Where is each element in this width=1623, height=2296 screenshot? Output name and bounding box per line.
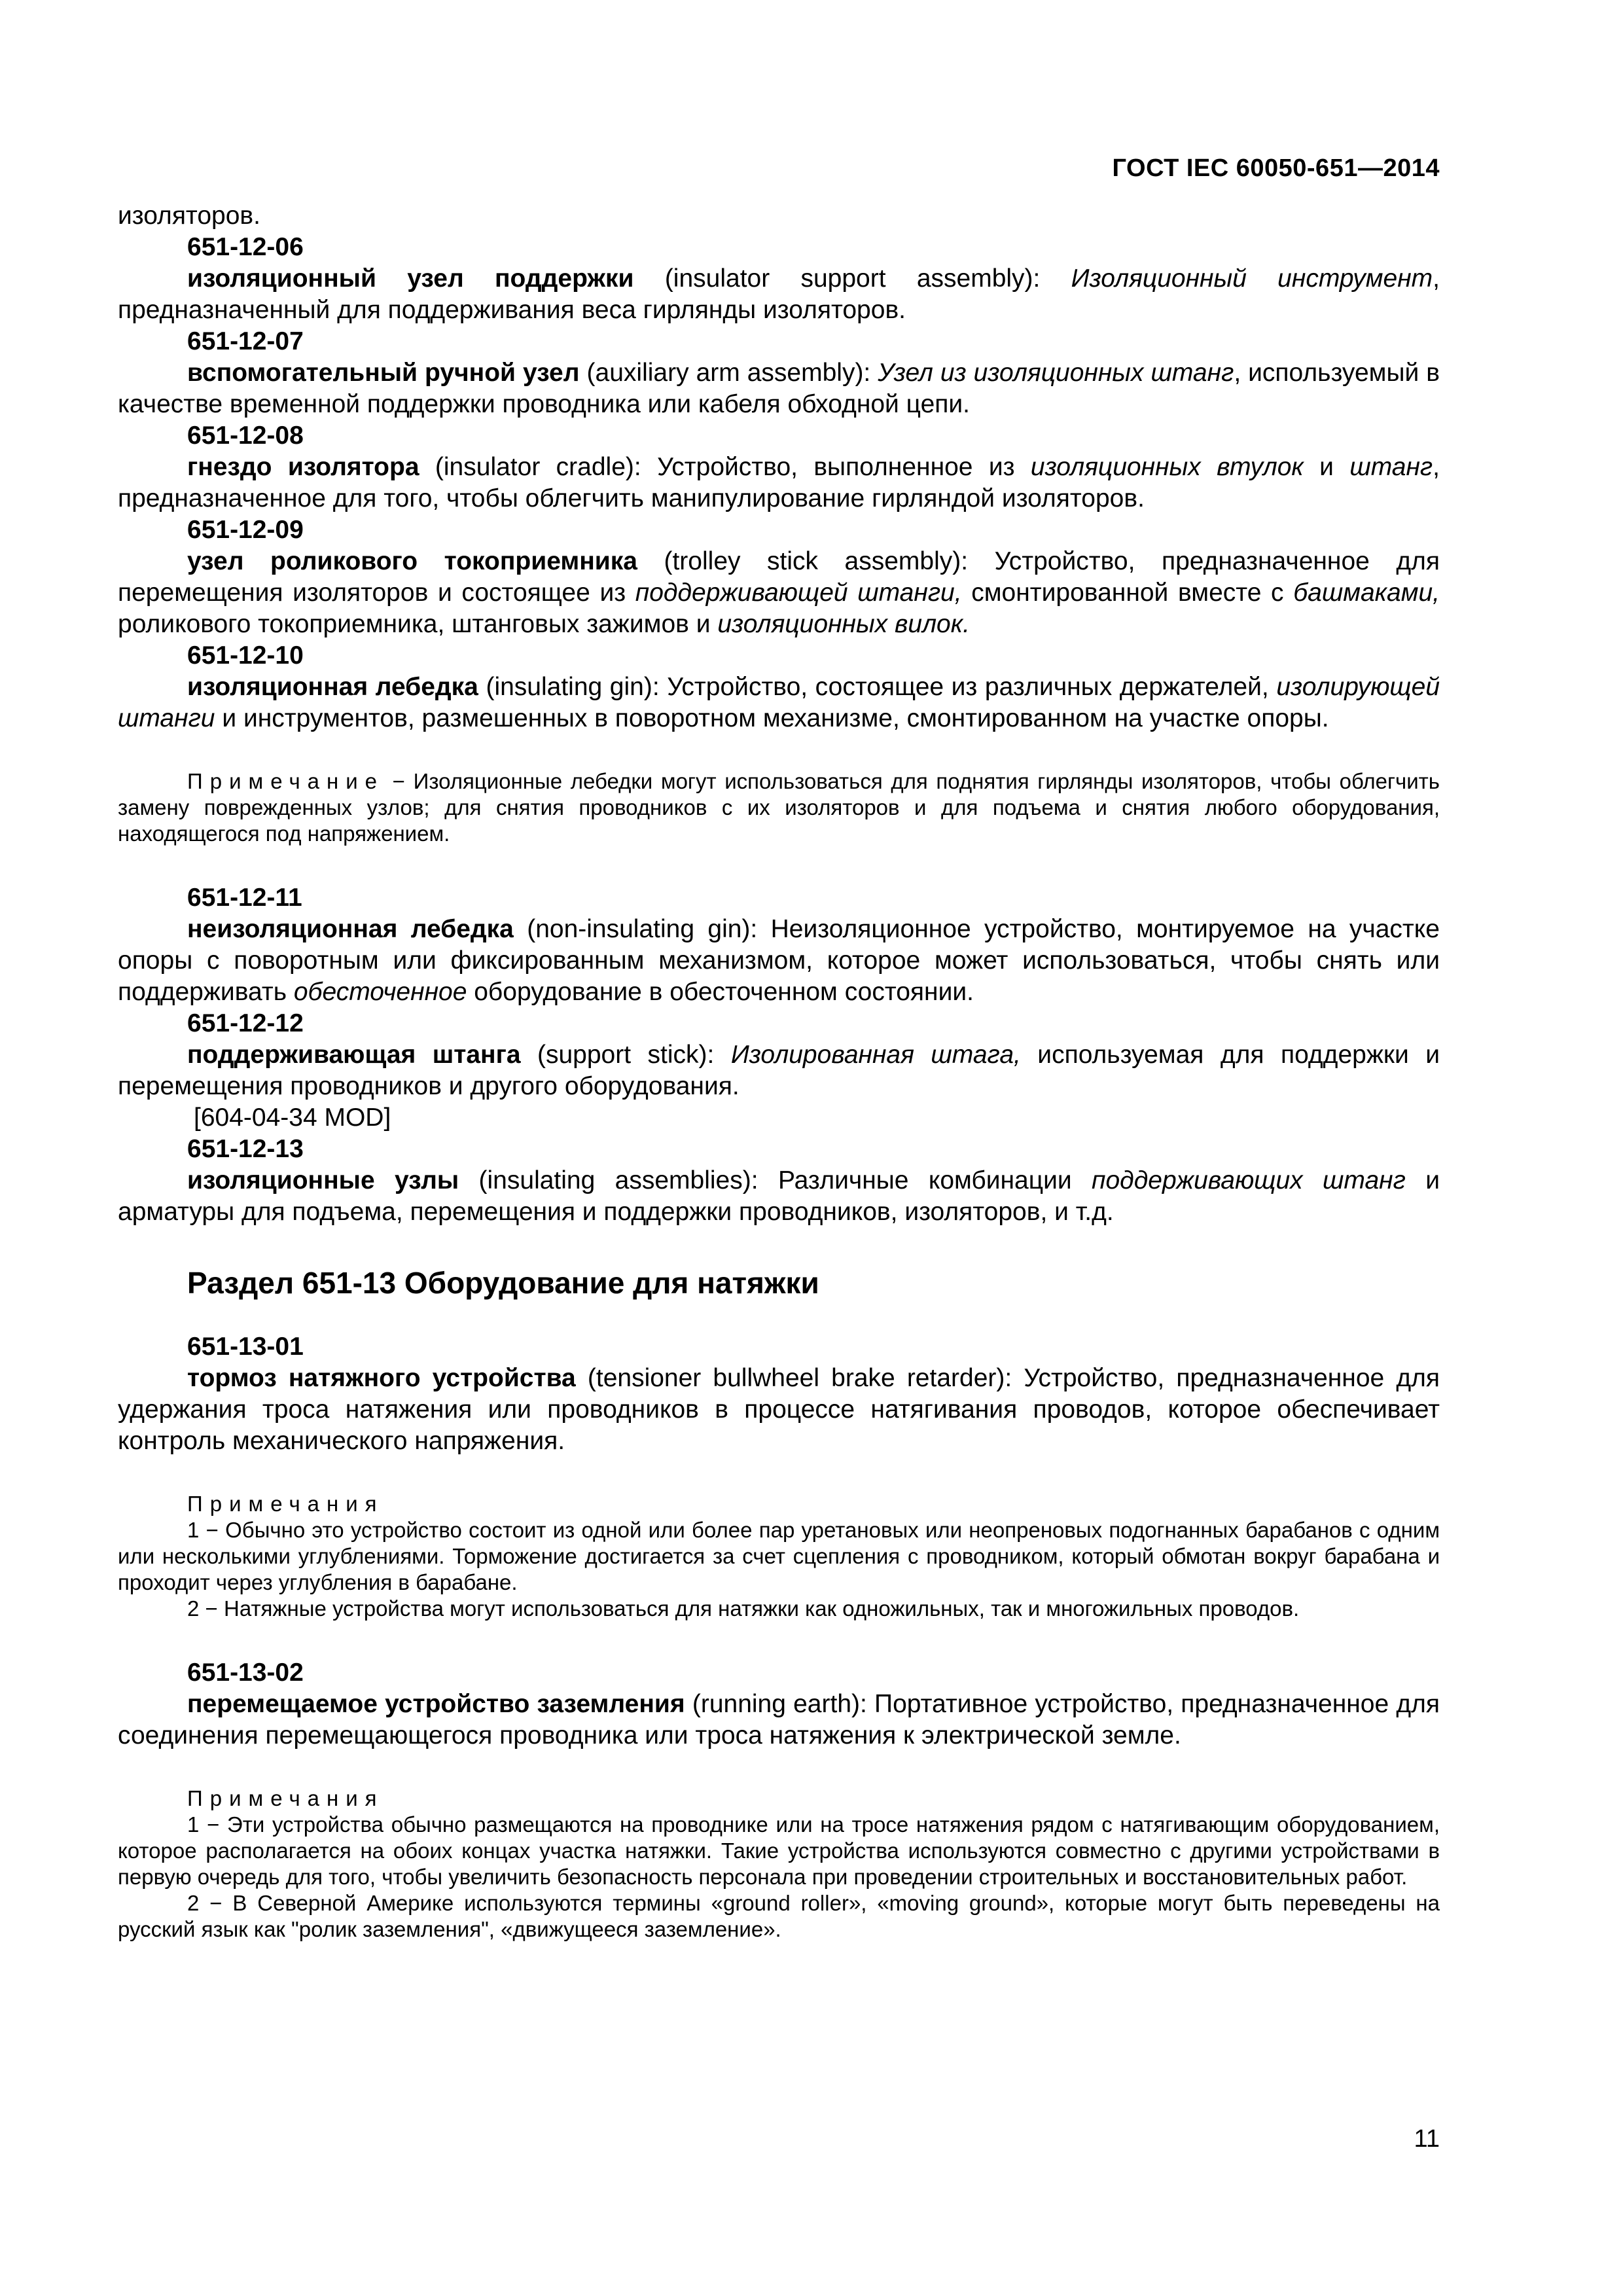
document-page bbox=[118, 0, 1440, 2296]
term-reference-italic: Изолированная штага, bbox=[730, 1041, 1021, 1069]
notes-651-13-01 bbox=[118, 1491, 1440, 1622]
note-label: Примечание bbox=[187, 769, 385, 793]
term-name: изоляционная лебедка bbox=[187, 673, 478, 701]
term-entry-651-12-11 bbox=[118, 882, 1440, 1008]
term-name: гнездо изолятора bbox=[187, 453, 419, 481]
term-number: 651-13-02 bbox=[187, 1659, 304, 1687]
term-english: (insulator cradle): bbox=[435, 453, 641, 481]
note-item-number: 2 bbox=[187, 1596, 200, 1621]
term-entries-group-2 bbox=[118, 882, 1440, 1228]
term-definition bbox=[118, 914, 1440, 1008]
term-text: и инструментов, размешенных в поворотном механизме, смонтированном на участке опоры. bbox=[215, 704, 1329, 732]
term-text: Устройство, состоящее из различных держателей, bbox=[667, 673, 1277, 701]
term-number: 651-12-06 bbox=[187, 233, 304, 261]
term-name: изоляционные узлы bbox=[187, 1166, 459, 1194]
term-reference-italic: Изоляционный инструмент bbox=[1071, 264, 1433, 293]
term-number: 651-12-08 bbox=[187, 422, 304, 450]
section-title: Раздел 651-13 Оборудование для натяжки bbox=[187, 1266, 819, 1300]
term-english: (support stick): bbox=[537, 1041, 715, 1069]
term-reference-italic: башмаками, bbox=[1293, 579, 1440, 607]
term-text: Устройство, выполненное из bbox=[657, 453, 1031, 481]
term-reference-italic: изоляционных вилок. bbox=[717, 610, 971, 638]
term-number: 651-12-12 bbox=[187, 1009, 304, 1037]
note-item bbox=[118, 1812, 1440, 1890]
term-english: (tensioner bullwheel brake retarder): bbox=[587, 1364, 1012, 1392]
term-text: , используемый в качестве временной поддержки проводника или кабеля обходной цепи. bbox=[118, 359, 1440, 418]
term-text: Устройство, предназначенное для перемещения изоляторов и состоящее из bbox=[118, 547, 1440, 607]
note-item-number: 1 bbox=[187, 1812, 200, 1837]
note-item-dash: − bbox=[207, 1812, 220, 1837]
note-item-text: Эти устройства обычно размещаются на проводнике или на тросе натяжения рядом с натягивающим оборудованием, которое располагается на обоих концах участка натяжки. Такие устройства используются совместно с другими устройствами в первую очередь для того, чтобы увеличить безопасность персонала при проведении строительных и восстановительных работ. bbox=[118, 1812, 1440, 1889]
term-text: оборудование в обесточенном состоянии. bbox=[467, 978, 974, 1006]
term-entry-651-13-01 bbox=[118, 1331, 1440, 1457]
standard-code-header: ГОСТ IEC 60050-651—2014 bbox=[1112, 154, 1440, 182]
notes-label-line bbox=[118, 1491, 1440, 1517]
note-text: Изоляционные лебедки могут использоваться для поднятия гирлянды изоляторов, чтобы облегчить замену поврежденных узлов; для снятия проводников с их изоляторов и для подъема и снятия любого оборудования, находящегося под напряжением. bbox=[118, 769, 1440, 846]
note-item bbox=[118, 1596, 1440, 1622]
term-name: вспомогательный ручной узел bbox=[187, 359, 580, 387]
term-text: Портативное устройство, предназначенное для соединения перемещающегося проводника или троса натяжения к электрической земле. bbox=[118, 1690, 1440, 1749]
term-english: (auxiliary arm assembly): bbox=[586, 359, 871, 387]
note-paragraph bbox=[118, 768, 1440, 847]
term-number: 651-12-07 bbox=[187, 327, 304, 355]
term-entry-651-12-13 bbox=[118, 1134, 1440, 1228]
term-reference-italic: изоляционных втулок bbox=[1030, 453, 1304, 481]
term-name: узел роликового токоприемника bbox=[187, 547, 637, 575]
note-item-dash: − bbox=[209, 1891, 223, 1915]
note-item bbox=[118, 1517, 1440, 1596]
term-name: перемещаемое устройство заземления bbox=[187, 1690, 685, 1718]
note-item bbox=[118, 1890, 1440, 1943]
term-english: (running earth): bbox=[692, 1690, 867, 1718]
term-text: и арматуры для подъема, перемещения и поддержки проводников, изоляторов, и т.д. bbox=[118, 1166, 1440, 1226]
notes-651-13-02 bbox=[118, 1785, 1440, 1943]
continuation-text: изоляторов. bbox=[118, 202, 260, 230]
term-text: и bbox=[1303, 453, 1350, 481]
term-english: (non-insulating gin): bbox=[527, 915, 758, 943]
term-entry-651-12-12 bbox=[118, 1008, 1440, 1134]
term-text: Неизоляционное устройство, монтируемое на участке опоры с поворотным или фиксированным механизмом, которое может использоваться, чтобы снять или поддерживать bbox=[118, 915, 1440, 1006]
document-body bbox=[118, 200, 1440, 1978]
term-reference-italic: поддерживающих штанг bbox=[1092, 1166, 1406, 1194]
term-number: 651-13-01 bbox=[187, 1333, 304, 1361]
term-text: смонтированной вместе с bbox=[961, 579, 1294, 607]
notes-label-line bbox=[118, 1785, 1440, 1812]
term-definition bbox=[118, 263, 1440, 326]
note-item-text: В Северной Америке используются термины «ground roller», «moving ground», которые могут быть переведены на русский язык как "ролик заземления", «движущееся заземление». bbox=[118, 1891, 1440, 1941]
term-entry-651-12-07 bbox=[118, 326, 1440, 420]
term-number: 651-12-11 bbox=[187, 884, 302, 912]
term-reference-italic: штанг bbox=[1349, 453, 1433, 481]
term-name: неизоляционная лебедка bbox=[187, 915, 514, 943]
note-dash: − bbox=[392, 769, 405, 793]
note-item-number: 1 bbox=[187, 1518, 200, 1542]
note-item-text: Натяжные устройства могут использоваться для натяжки как одножильных, так и многожильных проводов. bbox=[223, 1596, 1300, 1621]
notes-label: Примечания bbox=[187, 1492, 384, 1516]
term-english: (trolley stick assembly): bbox=[664, 547, 969, 575]
term-reference-italic: изолирующей штанги bbox=[118, 673, 1440, 732]
term-text: используемая для поддержки и перемещения проводников и другого оборудования. bbox=[118, 1041, 1440, 1100]
term-definition bbox=[118, 452, 1440, 514]
term-entry-651-12-08 bbox=[118, 420, 1440, 514]
term-source-reference: [604-04-34 MOD] bbox=[194, 1103, 391, 1132]
term-name: поддерживающая штанга bbox=[187, 1041, 521, 1069]
term-text: роликового токоприемника, штанговых зажимов и bbox=[118, 610, 718, 638]
term-name: изоляционный узел поддержки bbox=[187, 264, 634, 293]
term-definition bbox=[118, 672, 1440, 734]
term-english: (insulating assemblies): bbox=[478, 1166, 758, 1194]
term-definition bbox=[118, 1039, 1440, 1102]
note-651-12-10 bbox=[118, 768, 1440, 847]
term-definition bbox=[118, 546, 1440, 640]
page-number: 11 bbox=[1414, 2125, 1440, 2153]
term-reference-italic: Узел из изоляционных штанг bbox=[878, 359, 1234, 387]
term-reference-italic: поддерживающей штанги, bbox=[635, 579, 962, 607]
term-entry-651-13-02 bbox=[118, 1657, 1440, 1751]
term-definition bbox=[118, 357, 1440, 420]
note-item-dash: − bbox=[205, 1518, 219, 1542]
term-entry-651-12-06 bbox=[118, 232, 1440, 326]
term-text: Различные комбинации bbox=[777, 1166, 1092, 1194]
term-entries-group-1 bbox=[118, 232, 1440, 734]
note-item-text: Обычно это устройство состоит из одной или более пар уретановых или неопреновых подогнанных барабанов с одним или несколькими углублениями. Торможение достигается за счет сцепления с проводником, который обмотан вокруг барабана и проходит через углубления в барабане. bbox=[118, 1518, 1440, 1594]
term-definition bbox=[118, 1165, 1440, 1228]
term-text: Устройство, предназначенное для удержания троса натяжения или проводников в процессе натягивания проводов, которое обеспечивает контроль механического напряжения. bbox=[118, 1364, 1440, 1455]
term-entry-651-12-09 bbox=[118, 514, 1440, 640]
term-name: тормоз натяжного устройства bbox=[187, 1364, 576, 1392]
notes-label: Примечания bbox=[187, 1786, 384, 1810]
note-item-number: 2 bbox=[187, 1891, 200, 1915]
term-english: (insulator support assembly): bbox=[664, 264, 1041, 293]
term-definition bbox=[118, 1363, 1440, 1457]
term-number: 651-12-13 bbox=[187, 1135, 304, 1163]
term-number: 651-12-09 bbox=[187, 516, 304, 544]
note-item-dash: − bbox=[205, 1596, 218, 1621]
term-text: , предназначенный для поддерживания веса гирлянды изоляторов. bbox=[118, 264, 1440, 324]
term-definition bbox=[118, 1689, 1440, 1751]
term-entry-651-12-10 bbox=[118, 640, 1440, 734]
term-reference-italic: обесточенное bbox=[293, 978, 467, 1006]
term-number: 651-12-10 bbox=[187, 641, 304, 670]
term-text: , предназначенное для того, чтобы облегчить манипулирование гирляндой изоляторов. bbox=[118, 453, 1440, 512]
term-english: (insulating gin): bbox=[486, 673, 660, 701]
